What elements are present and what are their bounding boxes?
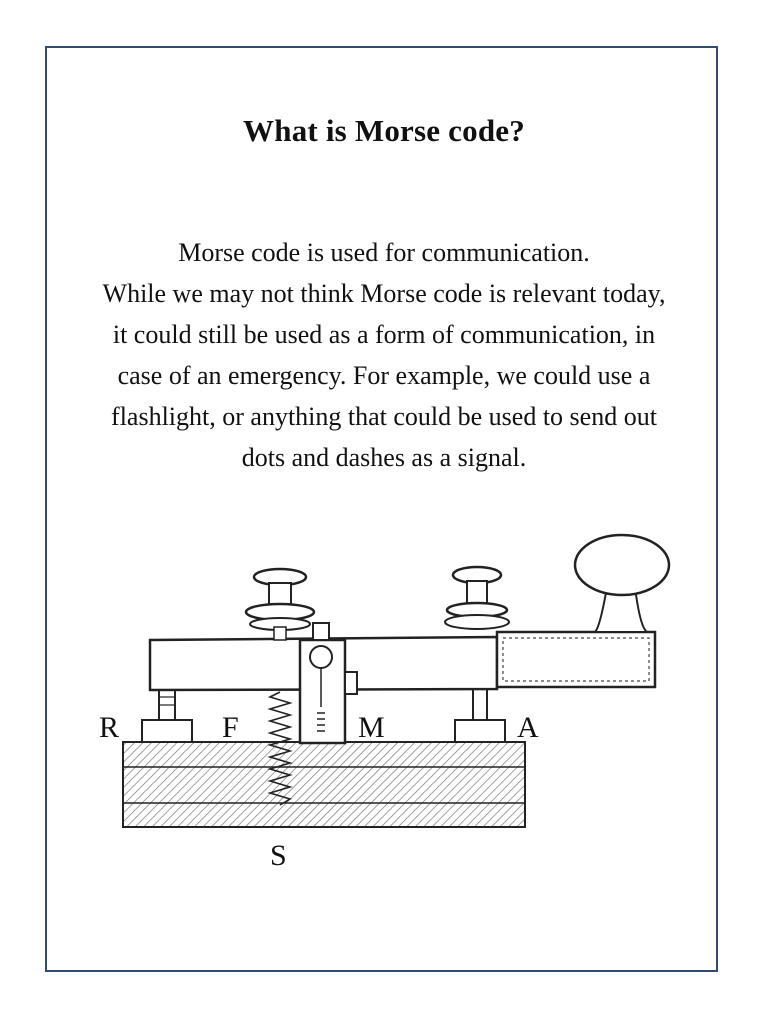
telegraph-key-illustration [95,527,685,887]
paragraph-line: While we may not think Morse code is relevant today, [102,279,666,308]
paragraph-line: case of an emergency. For example, we could use a [117,361,651,390]
paragraph-line: it could still be used as a form of communication, in [112,320,656,349]
key-base [123,742,525,827]
left-adjusting-screw [246,569,314,640]
key-knob [575,535,669,632]
label-m: M [358,711,385,744]
right-adjusting-screw [445,567,509,629]
right-contact-block [455,720,505,742]
label-f: F [222,711,239,744]
paragraph-line: Morse code is used for communication. [178,238,590,267]
page-title: What is Morse code? [243,113,525,148]
paragraph-line: dots and dashes as a signal. [241,443,527,472]
paragraph-line: flashlight, or anything that could be used to send out [111,402,657,431]
label-r: R [99,711,120,744]
lever-arm [150,632,655,690]
left-contact-block [142,720,192,742]
label-a: A [517,711,539,744]
body-paragraph [48,232,720,478]
label-s: S [270,839,287,872]
